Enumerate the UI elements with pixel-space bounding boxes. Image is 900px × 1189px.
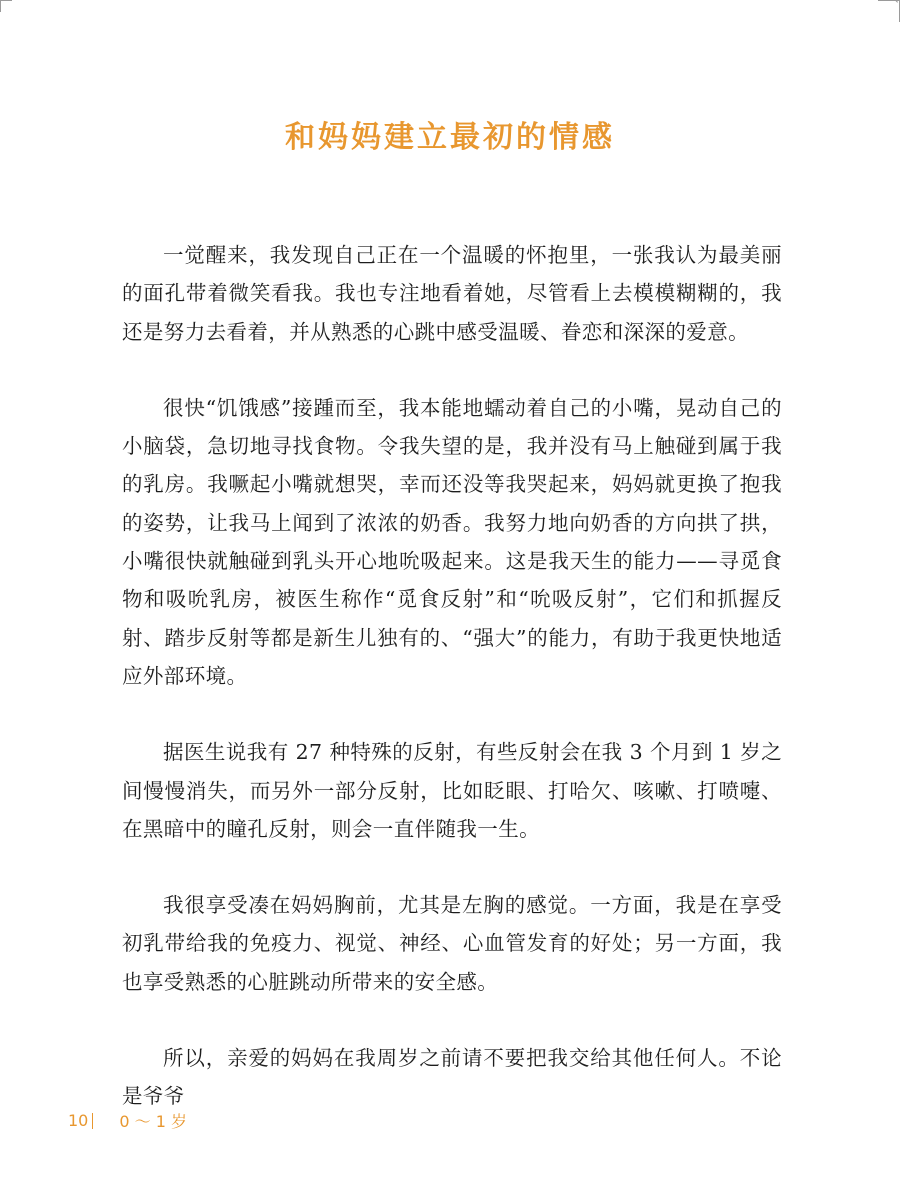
crop-mark-top-left-vertical xyxy=(0,0,1,12)
body-text xyxy=(122,236,782,1154)
crop-mark-top-left xyxy=(0,0,12,1)
page-footer xyxy=(68,1109,187,1132)
page-number: 10 xyxy=(68,1111,89,1130)
paragraph-2: 很快“饥饿感”接踵而至，我本能地蠕动着自己的小嘴，晃动自己的小脑袋，急切地寻找食物。令我失望的是，我并没有马上触碰到属于我的乳房。我噘起小嘴就想哭，幸而还没等我哭起来，妈妈就更换了抱我的姿势，让我马上闻到了浓浓的奶香。我努力地向奶香的方向拱了拱，小嘴很快就触碰到乳头开心地吮吸起来。这是我天生的能力——寻觅食物和吸吮乳房，被医生称作“觅食反射”和“吮吸反射”，它们和抓握反射、踏步反射等都是新生儿独有的、“强大”的能力，有助于我更快地适应外部环境。 xyxy=(122,395,782,688)
paragraph-4: 我很享受凑在妈妈胸前，尤其是左胸的感觉。一方面，我是在享受初乳带给我的免疫力、视觉、神经、心血管发育的好处；另一方面，我也享受熟悉的心脏跳动所带来的安全感。 xyxy=(122,893,782,994)
footer-divider xyxy=(92,1113,93,1129)
paragraph-1: 一觉醒来，我发现自己正在一个温暖的怀抱里，一张我认为最美丽的面孔带着微笑看我。我也专注地看着她，尽管看上去模模糊糊的，我还是努力去看着，并从熟悉的心跳中感受温暖、眷恋和深深的爱意。 xyxy=(122,243,782,344)
page-title: 和妈妈建立最初的情感 xyxy=(285,120,615,155)
paragraph-5: 所以，亲爱的妈妈在我周岁之前请不要把我交给其他任何人。不论是爷爷 xyxy=(122,1046,782,1109)
paragraph-3: 据医生说我有 27 种特殊的反射，有些反射会在我 3 个月到 1 岁之间慢慢消失，而另外一部分反射，比如眨眼、打哈欠、咳嗽、打喷嚏、在黑暗中的瞳孔反射，则会一直伴随我一生。 xyxy=(122,740,782,841)
section-label: 0 ～ 1 岁 xyxy=(119,1112,187,1131)
